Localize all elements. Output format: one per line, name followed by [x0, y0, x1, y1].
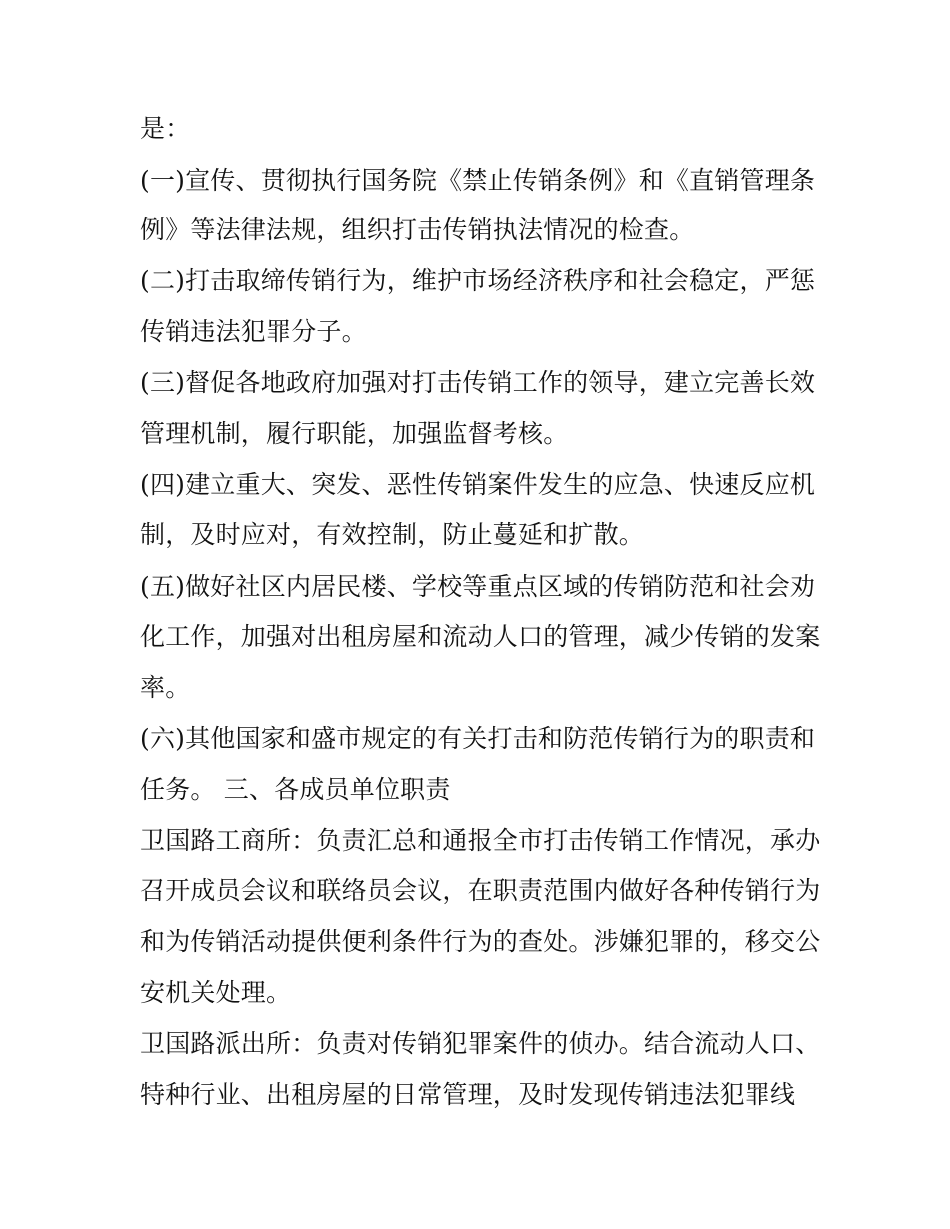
text-line: (二)打击取缔传销行为，维护市场经济秩序和社会稳定，严惩 [140, 266, 816, 295]
text-line: 是： [140, 114, 191, 143]
text-line: 特种行业、出租房屋的日常管理，及时发现传销违法犯罪线 [140, 1080, 796, 1109]
text-line: 卫国路工商所：负责汇总和通报全市打击传销工作情况，承办 [140, 826, 821, 855]
text-line: (四)建立重大、突发、恶性传销案件发生的应急、快速反应机 [140, 470, 816, 499]
text-line: (六)其他国家和盛市规定的有关打击和防范传销行为的职责和 [140, 724, 816, 753]
text-line: 安机关处理。 [140, 978, 292, 1007]
text-line: 卫国路派出所：负责对传销犯罪案件的侦办。结合流动人口、 [140, 1029, 821, 1058]
text-line: 和为传销活动提供便利条件行为的查处。涉嫌犯罪的，移交公 [140, 927, 821, 956]
text-line: 管理机制，履行职能，加强监督考核。 [140, 419, 569, 448]
text-line: 例》等法律法规，组织打击传销执法情况的检查。 [140, 215, 695, 244]
text-line: 召开成员会议和联络员会议，在职责范围内做好各种传销行为 [140, 876, 821, 905]
text-line: (三)督促各地政府加强对打击传销工作的领导，建立完善长效 [140, 368, 816, 397]
text-line: 率。 [140, 673, 191, 702]
text-line: (一)宣传、贯彻执行国务院《禁止传销条例》和《直销管理条 [140, 166, 816, 195]
text-line: 任务。 三、各成员单位职责 [140, 775, 451, 804]
text-line: 制，及时应对，有效控制，防止蔓延和扩散。 [140, 520, 645, 549]
text-line: (五)做好社区内居民楼、学校等重点区域的传销防范和社会劝 [140, 572, 816, 601]
text-line: 化工作，加强对出租房屋和流动人口的管理，减少传销的发案 [140, 622, 821, 651]
text-line: 传销违法犯罪分子。 [140, 317, 367, 346]
